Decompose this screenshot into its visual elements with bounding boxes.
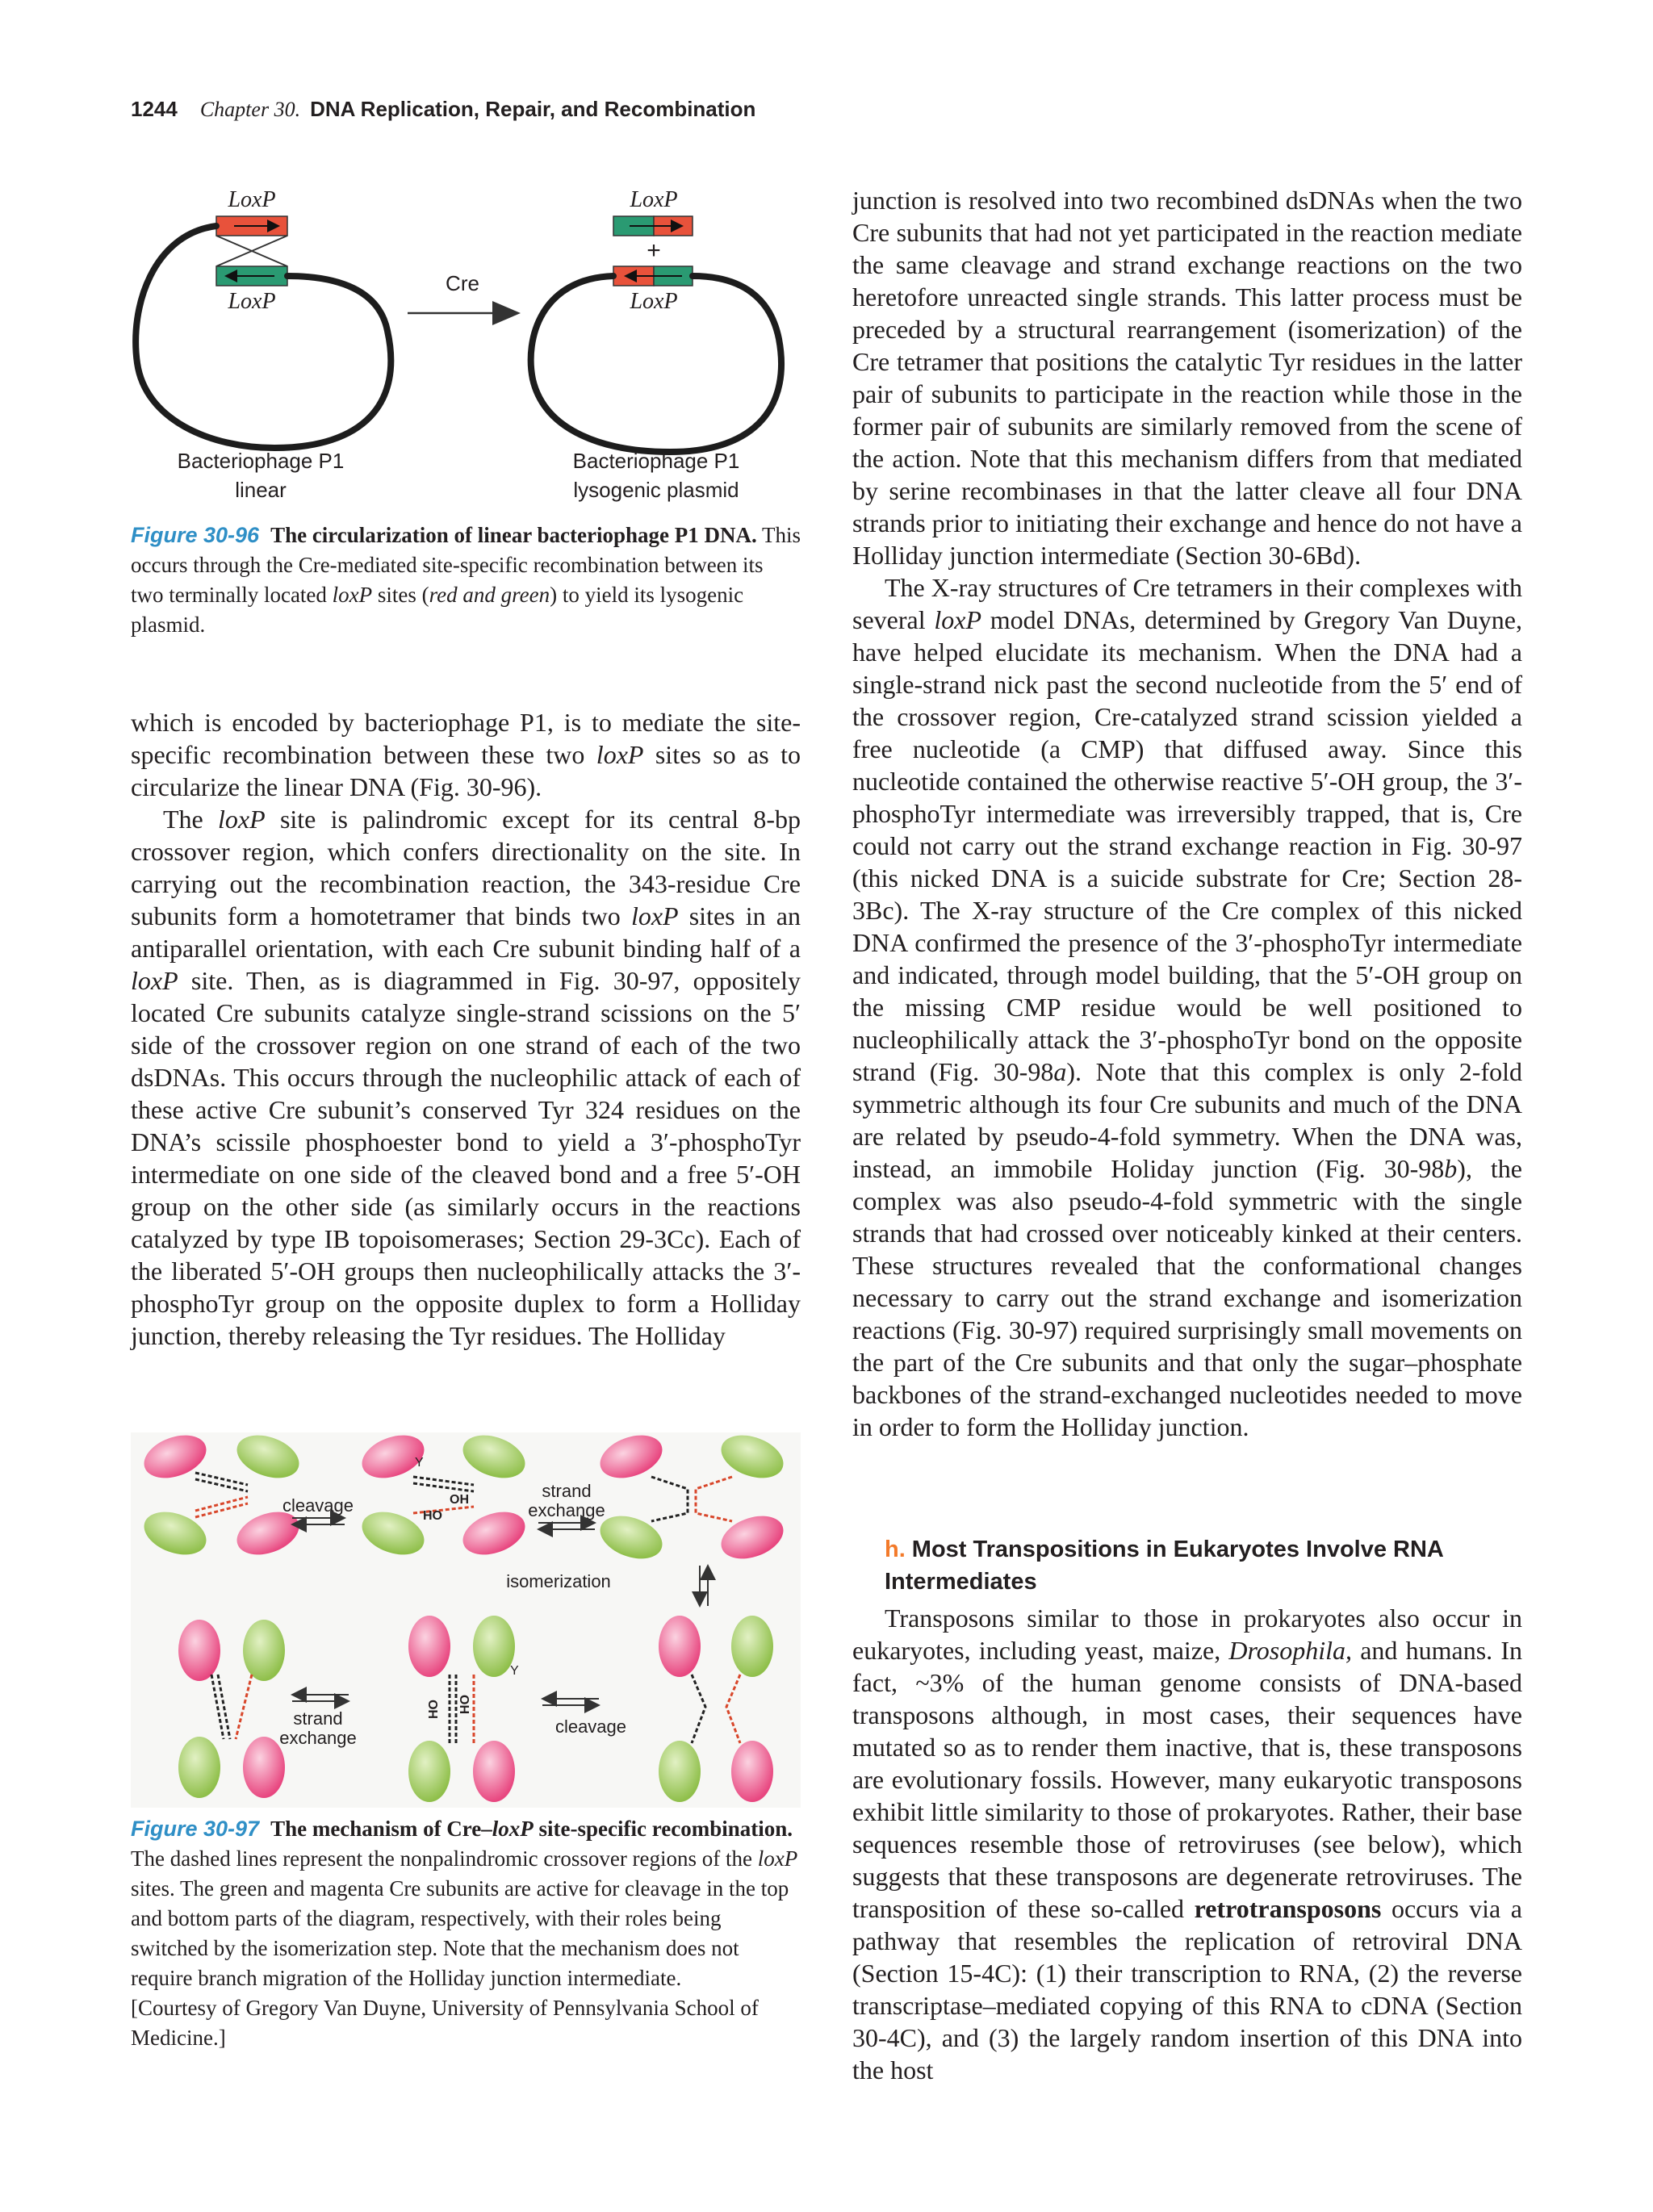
- chapter-label: Chapter 30.: [199, 98, 301, 121]
- right-caption-line2: lysogenic plasmid: [573, 478, 739, 502]
- label-ho-top: HO: [423, 1509, 442, 1523]
- right-caption-line1: Bacteriophage P1: [572, 449, 740, 473]
- left-bottom-loxp-label: LoxP: [228, 289, 276, 314]
- right-top-loxp-label: LoxP: [630, 187, 678, 212]
- label-strand-exchange-bottom-1: strand: [293, 1708, 343, 1729]
- cre-arrow-label: Cre: [446, 271, 479, 295]
- left-column-text: [131, 706, 801, 1352]
- figure-30-97-caption: Figure 30-97 The mechanism of Cre–loxP site-specific recombination. The dashed lines represent the nonpalindromic crossover regions of the loxP sites. The green and magenta Cre subunits are active for cleavage in the top and bottom parts of the diagram, respectively, with their roles being switched by the isomerization step. Note that the mechanism does not require branch migration of the Holliday junction intermediate. [Courtesy of Gregory Van Duyne, University of Pennsylvania School of Medicine.]: [131, 1817, 798, 2050]
- figure-30-97-diagram: [131, 1432, 801, 1808]
- section-heading-h: [885, 1533, 1514, 1598]
- label-ho-bottom: HO: [427, 1700, 441, 1719]
- panel-bottom-left: [178, 1620, 285, 1798]
- figure-30-96-caption: Figure 30-96 The circularization of linear bacteriophage P1 DNA. This occurs through the Cre-mediated site-specific recombination between its two terminally located loxP sites (red and green) to yield its lysogenic plasmid.: [131, 523, 801, 637]
- right-paragraph-1: junction is resolved into two recombined dsDNAs when the two Cre subunits that had not yet participated in the reaction mediate the same cleavage and strand exchange reactions on the two heretofore unreacted single strands. This latter process must be preceded by a structural rearrangement (isomerization) of the Cre tetramer that positions the catalytic Tyr residues in the latter pair of subunits to participate in the reaction while those in the former pair of subunits are similarly removed from the scene of the action. Note that this mechanism differs from that mediated by serine recombinases in that the latter cleave all four DNA strands prior to initiating their exchange and hence do not have a Holliday junction intermediate (Section 30-6Bd).: [852, 186, 1522, 570]
- panel-top-left: [138, 1432, 305, 1562]
- label-isomerization: isomerization: [506, 1571, 611, 1591]
- label-cleavage-bottom: cleavage: [554, 1716, 627, 1737]
- left-paragraph-2: The loxP site is palindromic except for its central 8-bp crossover region, which confers directionality on the site. In carrying out the recombination reaction, the 343-residue Cre subunits form a homotetramer that binds two loxP sites in an antiparallel orientation, with each Cre subunit binding half of a loxP site. Then, as is diagrammed in Fig. 30-97, oppositely located Cre subunits catalyze single-strand scissions on the 5′ side of the crossover region on one strand of each of the two dsDNAs. This occurs through the nucleophilic attack of each of these active Cre subunit’s conserved Tyr 324 residues on the DNA’s scissile phosphoester bond to yield a 3′-phosphoTyr intermediate on one side of the cleaved bond and a free 5′-OH group on the other side (as similarly occurs in the reactions catalyzed by type IB topoisomerases; Section 29-3Cc). Each of the liberated 5′-OH groups then nucleophilically attacks the 3′-phosphoTyr group on the opposite duplex to form a Holliday junction, thereby releasing the Tyr residues. The Holliday: [131, 805, 801, 1350]
- label-strand-exchange-top-1: strand: [542, 1481, 592, 1501]
- right-column-text-2: [852, 1602, 1522, 2086]
- running-header: [131, 97, 1535, 136]
- label-y-bottom: Y: [510, 1664, 519, 1678]
- right-bottom-loxp-label: LoxP: [630, 289, 678, 314]
- page-number: 1244: [131, 97, 178, 121]
- figure-30-96-diagram: [121, 178, 815, 516]
- left-cross-lines: [216, 236, 287, 266]
- panel-top-middle: [356, 1432, 531, 1562]
- label-oh-top: OH: [450, 1493, 469, 1507]
- left-paragraph-1: which is encoded by bacteriophage P1, is to mediate the site-specific recombination between these two loxP sites so as to circularize the linear DNA (Fig. 30-96).: [131, 708, 801, 801]
- right-paragraph-3: Transposons similar to those in prokaryotes also occur in eukaryotes, including yeast, maize, Drosophila, and humans. In fact, ~3% of the human genome consists of DNA-based transposons although, in most cases, their sequences have mutated so as to render them inactive, that is, these transposons are evolutionary fossils. However, many eukaryotic transposons exhibit little similarity to those of prokaryotes. Rather, their base sequences resemble those of retroviruses (see below), which suggests that these transposons are degenerate retroviruses. The transposition of these so-called retrotransposons occurs via a pathway that resembles the replication of retroviral DNA (Section 15-4C): (1) their transcription to RNA, (2) the reverse transcriptase–mediated copying of this RNA to cDNA (Section 30-4C), and (3) the largely random insertion of this DNA into the host: [852, 1604, 1523, 2084]
- figure-30-97-title: The mechanism of Cre–loxP site-specific recombination.: [270, 1817, 793, 1841]
- label-strand-exchange-top-2: exchange: [528, 1500, 605, 1520]
- chapter-title: DNA Replication, Repair, and Recombination: [310, 97, 756, 121]
- label-oh-bottom: OH: [457, 1695, 471, 1714]
- label-cleavage-top: cleavage: [282, 1495, 354, 1516]
- figure-30-96-number: Figure 30-96: [131, 523, 260, 547]
- left-linear-dna: [136, 226, 391, 448]
- panel-top-right: [594, 1432, 789, 1566]
- right-column-text: [852, 184, 1522, 1443]
- right-plus-sign: +: [647, 237, 661, 264]
- panel-bottom-right: [659, 1616, 773, 1802]
- figure-30-96-title: The circularization of linear bacteriophage P1 DNA.: [270, 523, 757, 547]
- figure-30-97-courtesy: [Courtesy of Gregory Van Duyne, University of Pennsylvania School of Medicine.]: [131, 1996, 759, 2050]
- section-letter: h.: [885, 1537, 906, 1562]
- figure-30-97-number: Figure 30-97: [131, 1817, 260, 1841]
- left-top-loxp-label: LoxP: [228, 187, 276, 212]
- section-title: Most Transpositions in Eukaryotes Involve RNA Intermediates: [885, 1537, 1443, 1595]
- left-caption-line2: linear: [235, 478, 287, 502]
- left-caption-line1: Bacteriophage P1: [177, 449, 345, 473]
- label-strand-exchange-bottom-2: exchange: [279, 1728, 357, 1748]
- label-y-top: Y: [415, 1456, 424, 1470]
- right-paragraph-2: The X-ray structures of Cre tetramers in their complexes with several loxP model DNAs, determined by Gregory Van Duyne, have helped elucidate its mechanism. When the DNA had a single-strand nick past the second nucleotide from the 5′ end of the crossover region, Cre-catalyzed strand scission yielded a free nucleotide (a CMP) that diffused away. Since this nucleotide contained the otherwise reactive 5′-OH group, the 3′-phosphoTyr intermediate was irreversibly trapped, that is, Cre could not carry out the strand exchange reaction in Fig. 30-97 (this nicked DNA is a suicide substrate for Cre; Section 28-3Bc). The X-ray structure of the Cre complex of this nicked DNA confirmed the presence of the 3′-phosphoTyr intermediate and indicated, through model building, that the 5′-OH group on the missing CMP residue would be well positioned to nucleophilically attack the 3′-phosphoTyr bond on the opposite strand (Fig. 30-98a). Note that this complex is only 2-fold symmetric although its four Cre subunits and much of the DNA are related by pseudo-4-fold symmetry. When the DNA was, instead, an immobile Holiday junction (Fig. 30-98b), the complex was also pseudo-4-fold symmetric with the single strands that had crossed over noticeably kinked at their centers. These structures revealed that the conformational changes necessary to carry out the strand exchange and isomerization reactions (Fig. 30-97) required surprisingly small movements on the part of the Cre subunits and that only the sugar–phosphate backbones of the strand-exchanged nucleotides needed to move in order to form the Holliday junction.: [852, 573, 1523, 1441]
